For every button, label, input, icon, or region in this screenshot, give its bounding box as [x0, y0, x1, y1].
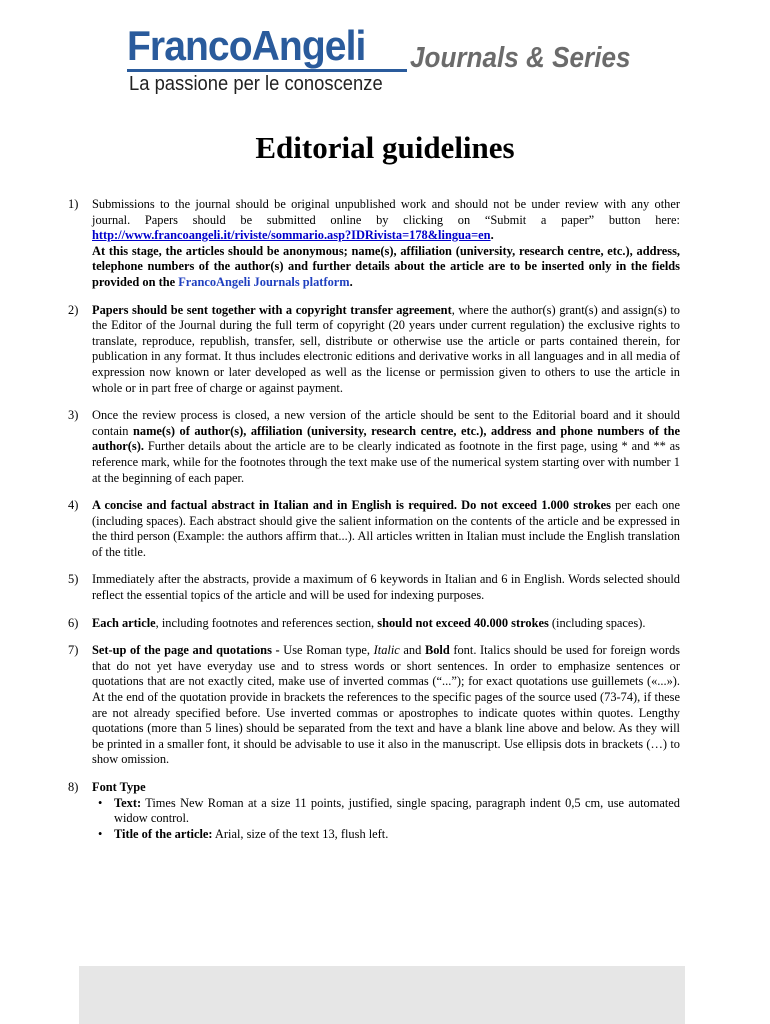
- guideline-item-8: [68, 780, 680, 842]
- page-title: Editorial guidelines: [255, 130, 515, 165]
- submission-link[interactable]: http://www.francoangeli.it/riviste/sommario.asp?IDRivista=178&lingua=en: [92, 228, 491, 243]
- item-text: Submissions to the journal should be original unpublished work and should not be under review with any other journal. Papers should be submitted online by clicking on “Submit a paper” button here:: [92, 197, 680, 227]
- item-text: .: [490, 228, 494, 243]
- logo-brand-name: FrancoAngeli: [127, 22, 366, 69]
- item-text: .: [349, 274, 353, 289]
- francoangeli-logo: [127, 24, 647, 96]
- item-text: , including footnotes and references section,: [155, 615, 378, 630]
- bullet-icon: •: [98, 826, 103, 841]
- item-number: 8): [68, 780, 79, 794]
- item-text: per each one (including spaces). Each abstract should give the salient information on the contents of the article and be expressed in the third person (Example: the authors affirm that...). All articles written in Italian must include the English translation of the title.: [92, 498, 680, 559]
- item-number: 7): [68, 643, 79, 658]
- item-bold-text: Bold: [424, 643, 450, 658]
- item-text: , where the author(s) grant(s) and assign(s) to the Editor of the Journal during the full term of copyright (20 years under current regulation) the exclusive rights to translate, reproduce, republish, transfer, sell, distribute or otherwise use the article or parts contained therein, for publication in any format. It thus includes electronic editions and derivative works in all languages and in all media of expression now known or later developed as well as the license or permission given to others to use the article in whole or in part free of charge or against payment.: [92, 302, 680, 395]
- guideline-item-2: [68, 303, 680, 397]
- item-bold-text: Set-up of the page and quotations -: [92, 643, 284, 658]
- item-bold-text: name(s) of author(s), affiliation (university, research centre, etc.), address and phone numbers of the author(s).: [92, 423, 680, 454]
- bullet-label: Title of the article:: [114, 826, 213, 841]
- guideline-item-1: [68, 197, 680, 291]
- guideline-item-5: [68, 572, 680, 603]
- item-bold-text: A concise and factual abstract in Italian and in English is required. Do not exceed 1.000 strokes: [92, 498, 611, 513]
- guideline-item-3: [68, 408, 680, 486]
- guideline-item-4: [68, 498, 680, 560]
- item-number: 3): [68, 408, 79, 423]
- item-text: Further details about the article are to be clearly indicated as footnote in the first page, using * and ** as reference mark, while for the footnotes through the text make use of the numerical system starting over with number 1 at the beginning of each paper.: [92, 439, 680, 485]
- bullet-text: Times New Roman at a size 11 points, justified, single spacing, paragraph indent 0,5 cm, use automated widow control.: [114, 795, 680, 826]
- page-footer-shade: [79, 966, 685, 1024]
- item-text: font. Italics should be used for foreign words that do not yet have everyday use and to stress words or short sentences. In order to emphasize sentences or quotations that are not exactly cited, make use of inverted commas (“...”); for exact quotations use guillemets («...»). At the end of the quotation provide in brackets the references to the specific pages of the source used (73-74), if these are not already specified before. Use inverted commas or apostrophes to indicate quotes within quotes. Lengthy quotations (more than 5 lines) should be separated from the text and have a blank line above and below. As they will be printed in a smaller font, it should be advisable to use it also in the manuscript. Use ellipsis dots in brackets (…) to show omission.: [92, 643, 680, 767]
- item-text: (including spaces).: [548, 615, 646, 630]
- item-text: Once the review process is closed, a new version of the article should be sent to the Editorial board and it should contain: [92, 408, 680, 438]
- item-number: 6): [68, 615, 79, 630]
- guideline-item-7: [68, 643, 680, 768]
- item-text: and: [399, 643, 425, 658]
- item-bold-text: At this stage, the articles should be anonymous; name(s), affiliation (university, research centre, etc.), address, telephone numbers of the author(s) and further details about the article are to be inserted only in the fields provided on the: [92, 243, 680, 289]
- item-number: 2): [68, 302, 79, 317]
- item-bold-text: Each article: [92, 615, 156, 630]
- item-bold-text: should not exceed 40.000 strokes: [377, 615, 549, 630]
- item-number: 1): [68, 197, 79, 211]
- item-text: Use Roman type,: [283, 643, 374, 658]
- bullet-text: Arial, size of the text 13, flush left.: [212, 826, 389, 841]
- item-text: Immediately after the abstracts, provide a maximum of 6 keywords in Italian and 6 in English. Words selected should reflect the essential topics of the article and will be used for indexing purposes.: [92, 572, 680, 603]
- item-italic-text: Italic: [373, 643, 400, 658]
- guidelines-list: [68, 197, 680, 854]
- guideline-item-6: [68, 616, 680, 632]
- logo-journals-series: Journals & Series: [410, 42, 631, 74]
- platform-link[interactable]: FrancoAngeli Journals platform: [178, 274, 350, 289]
- bullet-item-text-font: [92, 796, 680, 827]
- bullet-item-title-font: [92, 827, 680, 843]
- item-bold-text: Papers should be sent together with a copyright transfer agreement: [92, 302, 452, 317]
- item-heading: Font Type: [92, 780, 146, 794]
- item-number: 5): [68, 572, 79, 587]
- item-number: 4): [68, 498, 79, 513]
- bullet-icon: •: [98, 795, 103, 810]
- bullet-label: Text:: [114, 795, 142, 810]
- logo-tagline: La passione per le conoscenze: [129, 73, 383, 95]
